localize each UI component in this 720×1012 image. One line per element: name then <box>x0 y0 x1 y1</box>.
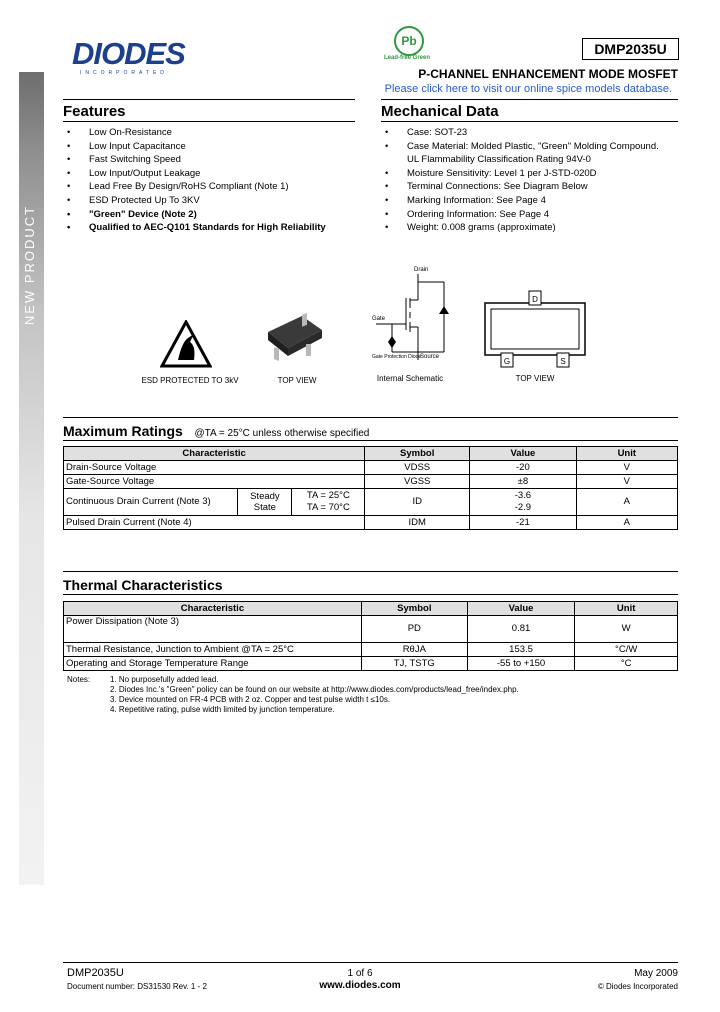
table-row: Gate-Source Voltage VGSS ±8 V <box>64 475 678 489</box>
device-subtitle: P-CHANNEL ENHANCEMENT MODE MOSFET <box>418 67 678 81</box>
features-heading: Features <box>63 103 355 122</box>
top-view-caption: TOP VIEW <box>515 374 555 383</box>
max-ratings-rule <box>63 417 678 418</box>
col-symbol: Symbol <box>361 602 467 616</box>
table-row: Power Dissipation (Note 3) PD 0.81 W <box>64 616 678 643</box>
mechanical-item: • Moisture Sensitivity: Level 1 per J-STD-020D <box>381 167 681 181</box>
notes-list <box>67 675 667 715</box>
footer-date: May 2009 <box>634 968 678 979</box>
esd-caption: ESD PROTECTED TO 3kV <box>141 376 239 385</box>
side-band <box>19 72 44 885</box>
feature-item: • ESD Protected Up To 3KV <box>63 194 355 208</box>
mechanical-item: • Marking Information: See Page 4 <box>381 194 681 208</box>
max-ratings-table <box>63 446 678 530</box>
schematic-caption: Internal Schematic <box>376 374 444 383</box>
mechanical-item: • Terminal Connections: See Diagram Below <box>381 180 681 194</box>
package-caption: TOP VIEW <box>277 376 317 385</box>
side-label: NEW PRODUCT <box>22 204 37 326</box>
footer-part-number: DMP2035U <box>67 967 124 979</box>
note-item: 1. No purposefully added lead. <box>110 675 219 684</box>
thermal-rule <box>63 571 678 572</box>
features-list <box>63 126 355 235</box>
feature-item: • Low Input/Output Leakage <box>63 167 355 181</box>
mechanical-item: • Ordering Information: See Page 4 <box>381 208 681 222</box>
mechanical-item: • Case: SOT-23 <box>381 126 681 140</box>
table-row: Pulsed Drain Current (Note 4) IDM -21 A <box>64 516 678 530</box>
pin-d-label: D <box>532 295 538 304</box>
pin-g-label: G <box>503 357 511 366</box>
footer-page-number: 1 of 6 <box>347 968 373 979</box>
feature-item: • Qualified to AEC-Q101 Standards for High Reliability <box>63 221 355 235</box>
table-row: Thermal Resistance, Junction to Ambient @TA = 25°C RθJA 153.5 °C/W <box>64 643 678 657</box>
feature-item: • "Green" Device (Note 2) <box>63 208 355 222</box>
mechanical-heading: Mechanical Data <box>381 103 678 122</box>
notes-section <box>67 675 667 715</box>
schematic-drain-label: Drain <box>414 267 429 273</box>
sot23-package-icon <box>260 312 330 368</box>
internal-schematic-diagram <box>368 262 458 372</box>
col-value: Value <box>467 602 575 616</box>
footer-rule <box>63 962 678 963</box>
feature-item: • Low On-Resistance <box>63 126 355 140</box>
mechanical-item: UL Flammability Classification Rating 94V-0 <box>407 154 591 166</box>
lead-free-icon: Pb <box>394 26 424 56</box>
spice-models-link[interactable]: Please click here to visit our online spice models database. <box>384 83 672 95</box>
company-logo: DIODES <box>72 36 185 71</box>
note-item: 3. Device mounted on FR-4 PCB with 2 oz. Copper and test pulse width t ≤10s. <box>110 695 391 704</box>
note-item: 2. Diodes Inc.'s "Green" policy can be found on our website at http://www.diodes.com/products/lead_free/index.php. <box>110 685 519 694</box>
part-number: DMP2035U <box>582 38 679 60</box>
table-row: Drain-Source Voltage VDSS -20 V <box>64 461 678 475</box>
mechanical-list <box>381 126 681 235</box>
lead-free-label: Lead-free Green <box>384 55 431 61</box>
footer-document-number: Document number: DS31530 Rev. 1 - 2 <box>67 982 207 991</box>
col-unit: Unit <box>576 447 677 461</box>
top-view-pinout-diagram <box>483 289 587 369</box>
notes-label: Notes: <box>67 675 91 684</box>
pin-s-label: S <box>560 357 566 366</box>
col-unit: Unit <box>575 602 678 616</box>
esd-warning-icon <box>160 320 212 368</box>
col-value: Value <box>470 447 576 461</box>
schematic-diode-label: Gate Protection Diode <box>372 354 422 360</box>
feature-item: • Low Input Capacitance <box>63 140 355 154</box>
feature-item: • Lead Free By Design/RoHS Compliant (Note 1) <box>63 180 355 194</box>
feature-item: • Fast Switching Speed <box>63 153 355 167</box>
mechanical-item: • Weight: 0.008 grams (approximate) <box>381 221 681 235</box>
footer-copyright: © Diodes Incorporated <box>597 982 678 991</box>
footer-website-link[interactable]: www.diodes.com <box>319 980 401 991</box>
col-symbol: Symbol <box>365 447 470 461</box>
company-logo-sub: INCORPORATED <box>80 70 168 76</box>
max-ratings-heading: Maximum Ratings @TA = 25°C unless otherwise specified <box>63 423 678 441</box>
col-characteristic: Characteristic <box>64 602 362 616</box>
thermal-heading: Thermal Characteristics <box>63 577 678 595</box>
table-row: Continuous Drain Current (Note 3) Steady State TA = 25°C TA = 70°C ID -3.6 -2.9 A <box>64 489 678 516</box>
schematic-gate-label: Gate <box>372 316 386 322</box>
mechanical-item: • Case Material: Molded Plastic, "Green" Molding Compound. <box>381 140 681 154</box>
note-item: 4. Repetitive rating, pulse width limited by junction temperature. <box>110 705 335 714</box>
table-row: Operating and Storage Temperature Range TJ, TSTG -55 to +150 °C <box>64 657 678 671</box>
thermal-table <box>63 601 678 671</box>
col-characteristic: Characteristic <box>64 447 365 461</box>
schematic-source-label: Source <box>420 354 440 360</box>
